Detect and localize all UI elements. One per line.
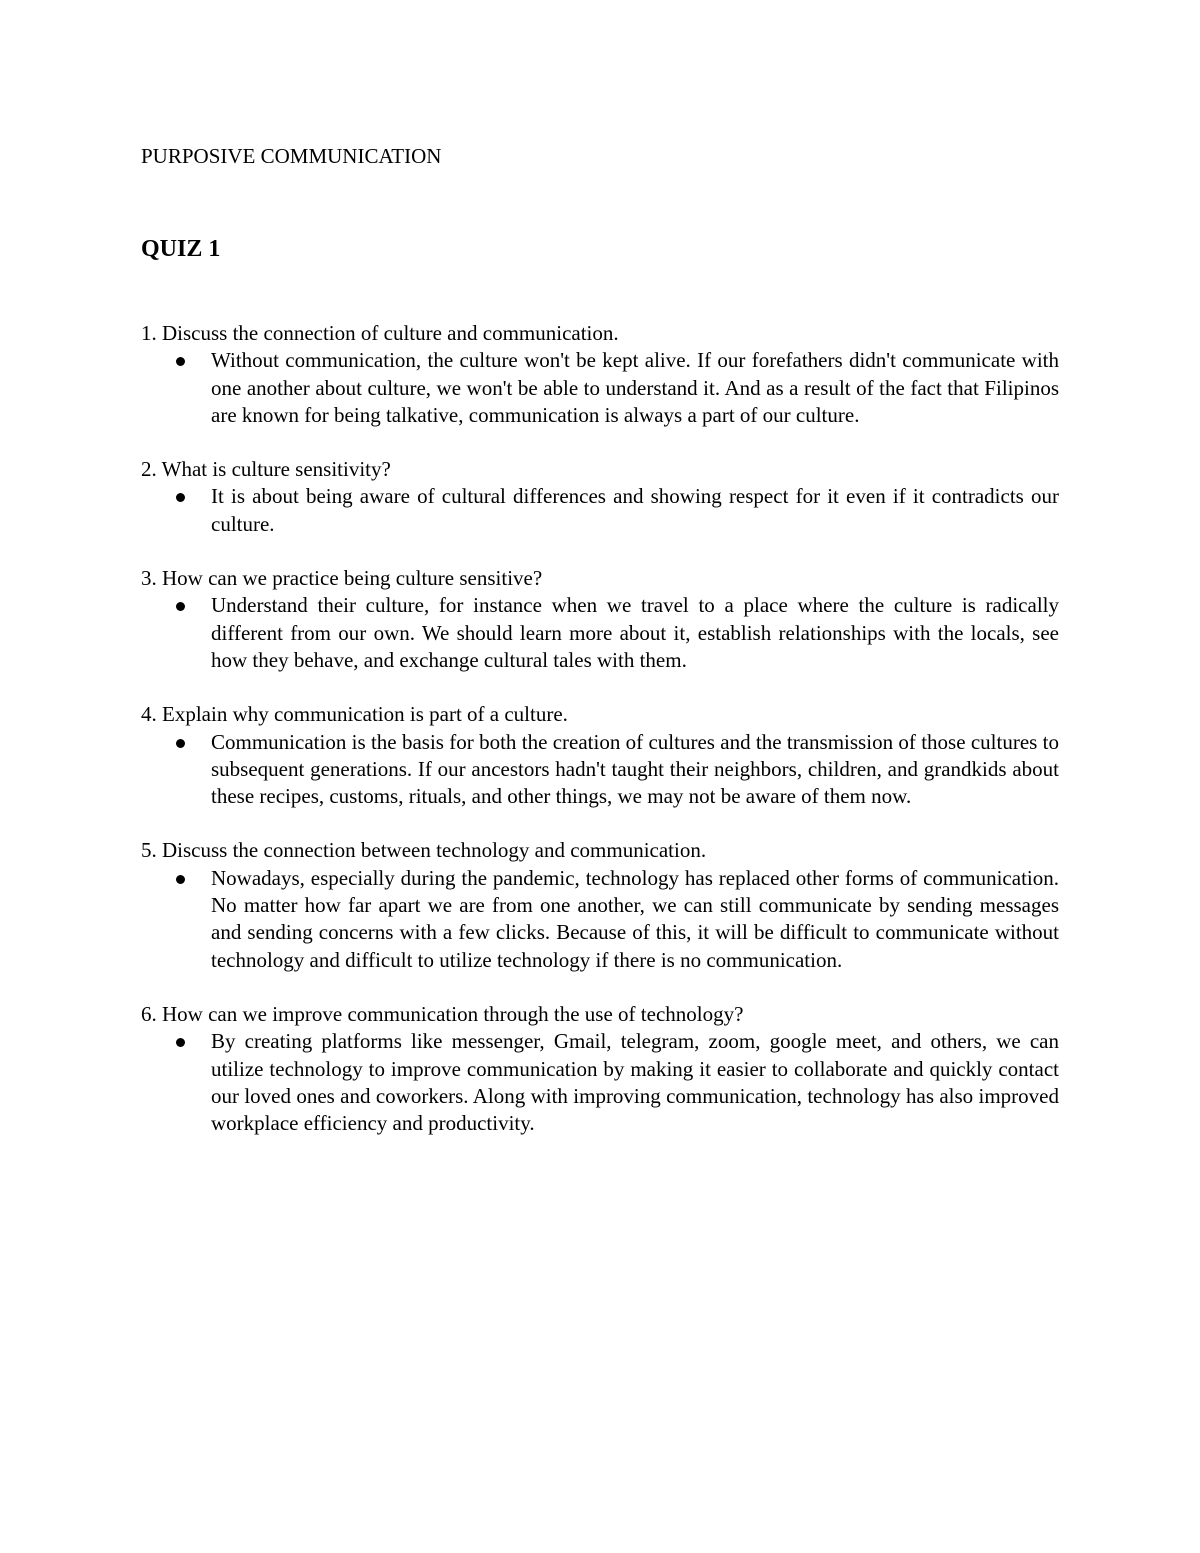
answer-text: Nowadays, especially during the pandemic, technology has replaced other forms of communication. No matter how far apart we are from one another, we can still communicate by sending messages and sending concerns with a few clicks. Because of this, it will be difficult to communicate without technology and difficult to utilize technology if there is no communication. bbox=[211, 865, 1059, 972]
question-text: 1. Discuss the connection of culture and communication. bbox=[141, 321, 619, 345]
bullet-icon bbox=[176, 602, 185, 611]
answer-text: Without communication, the culture won't be kept alive. If our forefathers didn't communicate with one another about culture, we won't be able to understand it. And as a result of the fact that Filipinos are known for being talkative, communication is always a part of our culture. bbox=[211, 348, 1059, 427]
question-text: 4. Explain why communication is part of a culture. bbox=[141, 702, 568, 727]
bullet-icon bbox=[176, 1038, 185, 1047]
answer-item bbox=[141, 1028, 1059, 1137]
answer-item bbox=[141, 483, 1059, 538]
answer-text: Communication is the basis for both the creation of cultures and the transmission of those cultures to subsequent generations. If our ancestors hadn't taught their neighbors, children, and grandkids about these recipes, customs, rituals, and other things, we may not be aware of them now. bbox=[211, 729, 1059, 809]
question-item bbox=[141, 701, 1059, 810]
question-item bbox=[141, 837, 1059, 973]
answer-item bbox=[141, 347, 1059, 429]
question-item bbox=[141, 1001, 1059, 1137]
answer-item bbox=[141, 865, 1059, 974]
question-item bbox=[141, 456, 1059, 538]
question-item bbox=[141, 320, 1059, 429]
answer-text: Understand their culture, for instance when we travel to a place where the culture is radically different from our own. We should learn more about it, establish relationships with the locals, see how they behave, and exchange cultural tales with them. bbox=[211, 593, 1059, 672]
question-text: 2. What is culture sensitivity? bbox=[141, 457, 391, 482]
answer-item bbox=[141, 592, 1059, 674]
bullet-icon bbox=[176, 739, 185, 748]
answer-item bbox=[141, 729, 1059, 811]
bullet-icon bbox=[176, 493, 185, 502]
answer-text: It is about being aware of cultural differences and showing respect for it even if it contradicts our culture. bbox=[211, 484, 1059, 536]
question-text: 6. How can we improve communication through the use of technology? bbox=[141, 1001, 744, 1026]
question-text: 3. How can we practice being culture sensitive? bbox=[141, 566, 543, 591]
question-text: 5. Discuss the connection between technology and communication. bbox=[141, 838, 707, 863]
question-item bbox=[141, 565, 1059, 674]
question-list bbox=[141, 320, 1059, 1164]
course-title: PURPOSIVE COMMUNICATION bbox=[141, 144, 442, 168]
bullet-icon bbox=[176, 875, 185, 884]
quiz-title: QUIZ 1 bbox=[141, 236, 221, 262]
answer-text: By creating platforms like messenger, Gmail, telegram, zoom, google meet, and others, we can utilize technology to improve communication by making it easier to collaborate and quickly contact our loved ones and coworkers. Along with improving communication, technology has also improved workplace efficiency and productivity. bbox=[211, 1029, 1059, 1136]
bullet-icon bbox=[176, 357, 185, 366]
